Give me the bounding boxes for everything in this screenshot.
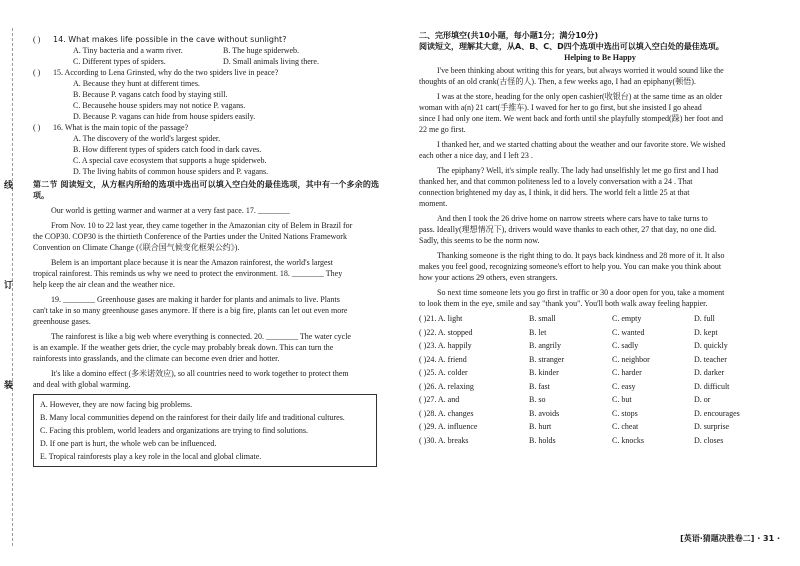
answer-row-23: ( )23. A. happily B. angrily C. sadly D. quickly: [419, 341, 728, 350]
cloze-p4-line3: connection brightened my day as, I think, it did hers. The world felt a little 25 at that: [419, 188, 690, 197]
cloze-p2-line3: since I had only one item. We went back and forth until she playfully stomped(跺) her foot and: [419, 114, 724, 123]
margin-mark-2: 订: [4, 281, 14, 291]
passage-p5-line1: The rainforest is like a big web where everything is connected. 20. ________ The water cycle: [51, 332, 351, 341]
passage-p4-line3: greenhouse gases.: [33, 317, 91, 326]
cloze-p4-line2: thanked her, and that common politeness led to a lovely conversation with a 24 . That: [419, 177, 693, 186]
cloze-p5-line2: pass. Ideally(理想情况下), drivers would wave thanks to each other, 27 that day, no one did.: [419, 225, 717, 234]
option-b: B. Many local communities depend on the rainforest for their daily life and traditional cultures.: [40, 413, 345, 422]
answer-row-28: ( )28. A. changes B. avoids C. stops D. encourages: [419, 408, 740, 418]
cloze-heading: 二、完形填空(共10小题，每小题1分；满分10分): [419, 31, 599, 40]
option-e: E. Tropical rainforests play a key role in the local and global climate.: [40, 452, 262, 461]
question-15: ( ) 15. According to Lena Grinsted, why do the two spiders live in peace? A. Because they hunt at different times. B. Because P. vagans catch food by staying still. C. Becausehe house spiders may not notice P. vagans. D. Because P. vagans can hide from house spiders easily.: [33, 68, 279, 121]
answer-row-26: ( )26. A. relaxing B. fast C. easy D. difficult: [419, 381, 730, 391]
binding-margin: [0, 0, 22, 566]
cloze-p4-line1: The epiphany? Well, it's simple really. The lady had unselfishly let me go first and I had: [437, 166, 719, 175]
cloze-p6-line1: Thanking someone is the right thing to do. It pays back kindness and 28 more of it. It also: [437, 251, 725, 260]
passage-title: Helping to Be Happy: [564, 53, 636, 62]
passage-p3-line2: tropical rainforest. This reminds us why we need to protect the environment. 18. ________ They: [33, 269, 343, 278]
passage-p3-line1: Belem is an important place because it is near the Amazon rainforest, the world's largest: [51, 258, 333, 267]
cloze-p3-line2: each other a nice day, and I left 23 .: [419, 151, 533, 160]
passage-p2-line1: From Nov. 10 to 22 last year, they came together in the Amazonian city of Belem in Brazil for: [51, 221, 353, 230]
passage-p1: Our world is getting warmer and warmer at a very fast pace. 17. ________: [51, 206, 290, 215]
question-14: ( ) 14. What makes life possible in the cave without sunlight? A. Tiny bacteria and a warm river. B. The huge spiderweb. C. Different types of spiders. D. Small animals living there.: [33, 35, 319, 66]
answer-row-24: ( )24. A. friend B. stranger C. neighbor D. teacher: [419, 354, 727, 364]
question-16: ( ) 16. What is the main topic of the passage? A. The discovery of the world's largest spider. B. How different types of spiders catch food in dark caves. C. A special cave ecosystem that supports a huge spiderweb. D. The living habits of common house spiders and P. vagans.: [33, 123, 269, 176]
margin-mark-3: 装: [4, 381, 14, 391]
cloze-p6-line2: makes you feel good, recognizing someone's effort to help you. You can make you think about: [419, 262, 722, 271]
page-footer: [英语·猜题决胜卷二] · 31 ·: [680, 534, 780, 543]
answer-row-30: ( )30. A. breaks B. holds C. knocks D. closes: [419, 435, 724, 445]
passage-p4-line2: can't take in so many greenhouse gases anymore. If there is a big fire, plants can let out even more: [33, 306, 348, 315]
cloze-p5-line3: Sadly, this seems to be the norm now.: [419, 236, 540, 245]
left-column: [33, 34, 379, 467]
answer-options: [419, 313, 781, 448]
cloze-p2-line4: 22 me go first.: [419, 125, 466, 134]
cloze-p2-line2: woman with a(n) 21 cart(手推车). I waved for her to go first, but she insisted I go ahead: [419, 103, 702, 112]
cloze-p2-line1: I was at the store, heading for the only open cashier(收银台) at the same time as an older: [437, 92, 723, 101]
passage-p6-line2: and deal with global warming.: [33, 380, 131, 389]
cloze-p7-line2: to look them in the eye, smile and say "thank you". You'll both walk away feeling happier.: [419, 299, 708, 308]
answer-row-29: ( )29. A. influence B. hurt C. cheat D. surprise: [419, 422, 730, 431]
passage-p6-line1: It's like a domino effect (多米诺效应), so all countries need to work together to protect them: [51, 369, 349, 378]
passage-p4-line1: 19. ________ Greenhouse gases are making it harder for plants and animals to live. Plants: [51, 295, 340, 304]
answer-row-21: ( )21. A. light B. small C. empty D. full: [419, 314, 715, 323]
passage-p5-line3: rainforests into grasslands, and the climate can become even drier and hotter.: [33, 354, 280, 363]
margin-mark-1: 线: [4, 181, 14, 191]
options-box: [33, 394, 377, 467]
cloze-instruction: 阅读短文，理解其大意，从A、B、C、D四个选项中选出可以填入空白处的最佳选项。: [419, 42, 724, 51]
answer-row-25: ( )25. A. colder B. kinder C. harder D. darker: [419, 368, 725, 377]
option-a: A. However, they are now facing big problems.: [40, 400, 193, 409]
option-c: C. Facing this problem, world leaders and organizations are trying to find solutions.: [40, 426, 309, 435]
answer-row-22: ( )22. A. stopped B. let C. wanted D. kept: [419, 327, 718, 337]
cloze-p5-line1: And then I took the 26 drive home on narrow streets where cars have to take turns to: [437, 214, 708, 223]
answer-row-27: ( )27. A. and B. so C. but D. or: [419, 395, 711, 404]
cloze-p3-line1: I thanked her, and we started chatting about the weather and our favorite store. We wished: [437, 140, 726, 149]
cloze-p6-line3: how your actions 29 others, even strangers.: [419, 273, 558, 282]
right-column: [419, 30, 781, 448]
passage-p3-line3: help keep the air clean and the weather nice.: [33, 280, 175, 289]
section-instruction: 第二节 阅读短文，从方框内所给的选项中选出可以填入空白处的最佳选项，其中有一个多余的选项。: [33, 180, 379, 200]
passage-p2-line2: the COP30. COP30 is the thirtieth Conference of the Parties under the United Nations Framework: [33, 232, 347, 241]
option-d: D. If one part is hurt, the whole web can be influenced.: [40, 439, 217, 448]
passage-p2-line3: Convention on Climate Change (《联合国气候变化框架公约》).: [33, 243, 240, 252]
cloze-p7-line1: So next time someone lets you go first in traffic or 30 a door open for you, take a moment: [437, 288, 725, 297]
passage-p5-line2: is an example. If the weather gets drier, the cycle may probably break down. This can turn the: [33, 343, 334, 352]
cloze-p1-line1: I've been thinking about writing this for years, but always worried it would sound like the: [437, 66, 724, 75]
cloze-p4-line4: moment.: [419, 199, 448, 208]
cloze-p1-line2: thoughts of an old crank(古怪的人). Then, a few weeks ago, I had an epiphany(顿悟).: [419, 77, 696, 86]
